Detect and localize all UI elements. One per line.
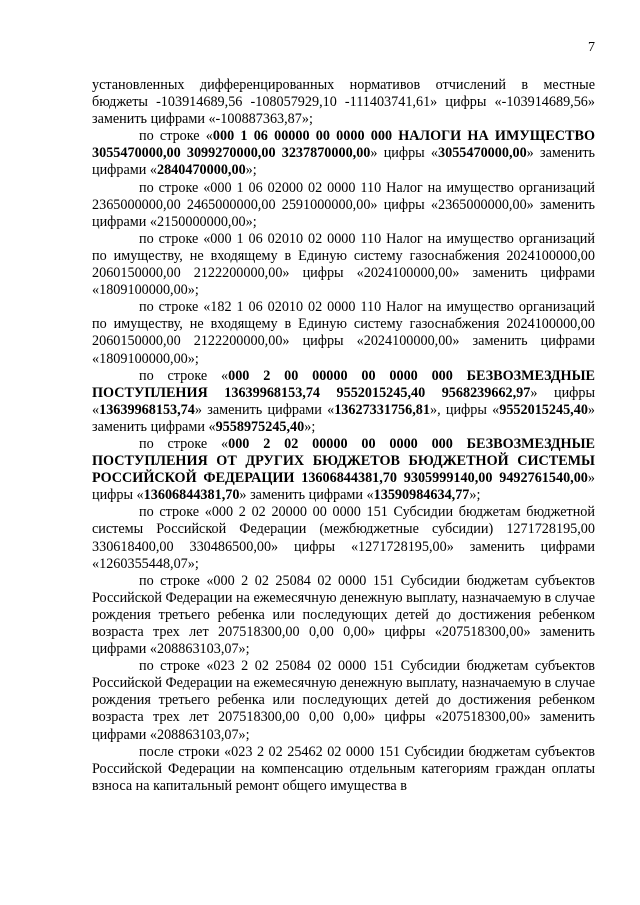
text-run: » цифры «	[92, 384, 595, 418]
bold-text-run: 13639968153,74	[99, 401, 195, 418]
text-run: по строке «000 2 02 20000 00 0000 151 Субсидии бюджетам бюджетной системы Российской Федерации (межбюджетные субсидии) 1271728195,00 330618400,00 330486500,00» цифры «1271728195,00» заменить цифрами «1260355448,07»;	[92, 504, 595, 572]
document-paragraph	[92, 658, 595, 743]
bold-text-run: 2840470000,00	[156, 162, 246, 179]
text-run: » заменить цифрами «	[239, 487, 374, 504]
text-run: по строке «000 1 06 02000 02 0000 110 Налог на имущество организаций 2365000000,00 2465000000,00 2591000000,00» цифры «2365000000,00» заменить цифрами «2150000000,00»;	[92, 179, 595, 230]
text-run: после строки «023 2 02 25462 02 0000 151 Субсидии бюджетам субъектов Российской Федерации на компенсацию отдельным категориям граждан оплаты взноса на капитальный ремонт общего имущества в	[92, 743, 595, 794]
text-run: » цифры «	[370, 145, 438, 162]
document-paragraph	[92, 180, 595, 231]
text-run: по строке «	[139, 435, 229, 452]
text-run: по строке «000 1 06 02010 02 0000 110 Налог на имущество организаций по имуществу, не входящему в Единую систему газоснабжения 2024100000,00 2060150000,00 2122200000,00» цифры «2024100000,00» заменить цифрами «1809100000,00»;	[92, 230, 595, 299]
text-run: » заменить цифрами «	[92, 401, 595, 435]
text-run: по строке «000 2 02 25084 02 0000 151 Субсидии бюджетам субъектов Российской Федерации на ежемесячную денежную выплату, назначаемую в случае рождения третьего ребенка или последующих детей до достижения ребенком возраста трех лет 207518300,00 0,00 0,00» цифры «207518300,00» заменить цифрами «208863103,07»;	[92, 572, 595, 658]
document-paragraph	[92, 744, 595, 795]
document-body	[92, 77, 595, 795]
text-run: »;	[245, 162, 257, 179]
bold-text-run: 000 2 00 00000 00 0000 000 БЕЗВОЗМЕЗДНЫЕ ПОСТУПЛЕНИЯ 13639968153,74 9552015245,40 9568239662,97	[92, 367, 595, 401]
text-run: по строке «023 2 02 25084 02 0000 151 Субсидии бюджетам субъектов Российской Федерации на ежемесячную денежную выплату, назначаемую в случае рождения третьего ребенка или последующих детей до достижения ребенком возраста трех лет 207518300,00 0,00 0,00» цифры «207518300,00» заменить цифрами «208863103,07»;	[92, 658, 595, 743]
document-paragraph	[92, 128, 595, 179]
bold-text-run: 13627331756,81	[334, 401, 430, 418]
bold-text-run: 13590984634,77	[373, 487, 470, 504]
document-paragraph	[92, 436, 595, 504]
page-number: 7	[588, 40, 595, 55]
text-run: » заменить цифрами «	[92, 145, 595, 179]
bold-text-run: 9558975245,40	[215, 418, 305, 435]
bold-text-run: 3055470000,00	[438, 145, 527, 162]
text-run: » заменить цифрами «	[194, 401, 335, 418]
text-run: по строке «	[139, 128, 213, 145]
document-paragraph	[92, 231, 595, 299]
document-paragraph	[92, 299, 595, 367]
document-paragraph	[92, 573, 595, 658]
text-run: установленных дифференцированных нормативов отчислений в местные бюджеты -103914689,56 -108057929,10 -111403741,61» цифры «-103914689,56» заменить цифрами «-100887363,87»;	[92, 77, 595, 128]
bold-text-run: 000 1 06 00000 00 0000 000 НАЛОГИ НА ИМУЩЕСТВО 3055470000,00 3099270000,00 3237870000,00	[92, 128, 595, 162]
text-run: », цифры «	[429, 401, 500, 418]
bold-text-run: 9552015245,40	[499, 401, 588, 418]
bold-text-run: 000 2 02 00000 00 0000 000 БЕЗВОЗМЕЗДНЫЕ ПОСТУПЛЕНИЯ ОТ ДРУГИХ БЮДЖЕТОВ БЮДЖЕТНОЙ СИСТЕМЫ РОССИЙСКОЙ ФЕДЕРАЦИИ 13606844381,70 9305999140,00 9492761540,00	[92, 435, 595, 487]
text-run: »;	[304, 418, 316, 435]
document-paragraph	[92, 368, 595, 436]
document-paragraph	[92, 504, 595, 572]
text-run: по строке «182 1 06 02010 02 0000 110 Налог на имущество организаций по имуществу, не входящему в Единую систему газоснабжения 2024100000,00 2060150000,00 2122200000,00» цифры «2024100000,00» заменить цифрами «1809100000,00»;	[92, 299, 595, 367]
document-paragraph	[92, 77, 595, 128]
text-run: по строке «	[139, 367, 229, 384]
text-run: »;	[469, 487, 481, 504]
text-run: » цифры «	[92, 470, 595, 504]
bold-text-run: 13606844381,70	[143, 487, 240, 504]
